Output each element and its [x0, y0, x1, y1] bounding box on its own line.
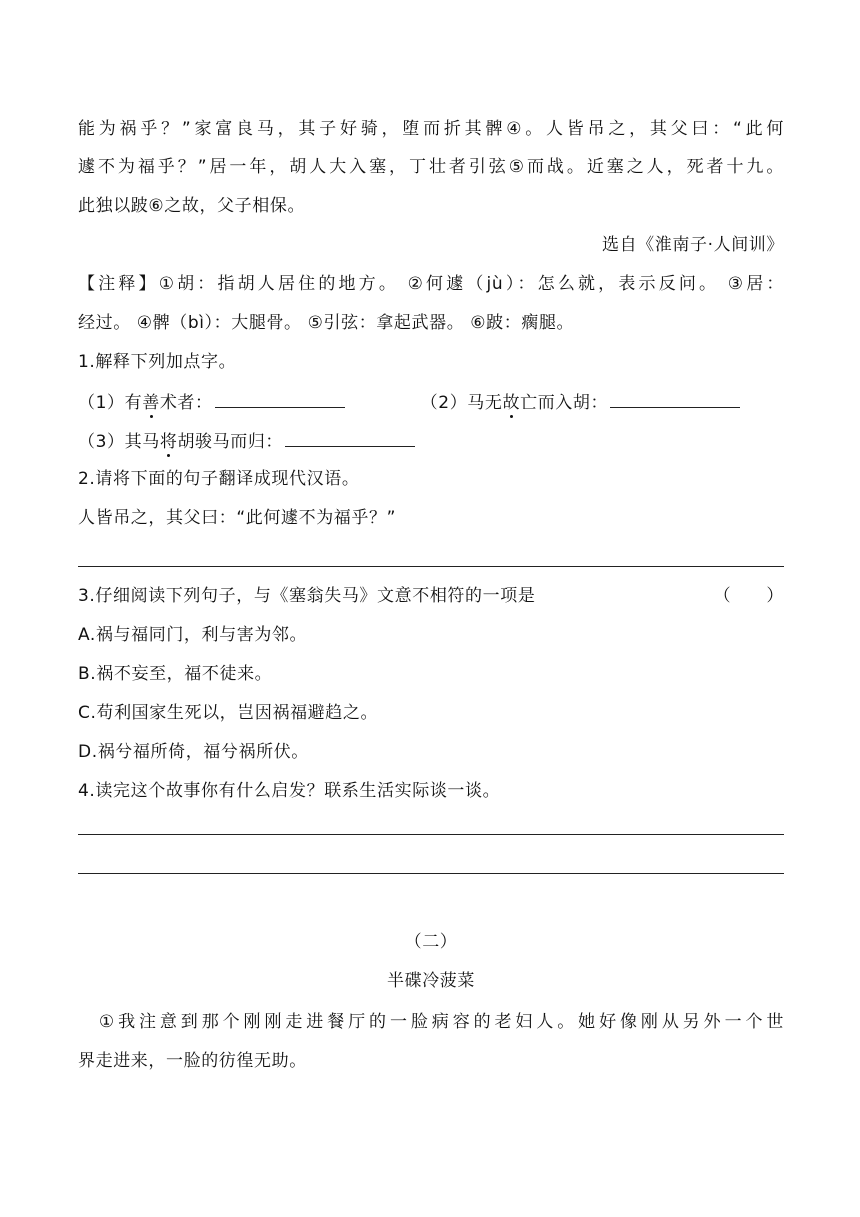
passage-source: 选自《淮南子·人间训》 [601, 235, 784, 255]
question-2-stem: 2.请将下面的句子翻译成现代汉语。 [78, 469, 360, 489]
question-4-answer-line-2[interactable] [78, 873, 784, 874]
q1-item-1-pre: （1）有 [78, 393, 143, 413]
notes-line-1: 【注释】①胡：指胡人居住的地方。 ②何遽（jù）：怎么就，表示反问。 ③居： [78, 274, 784, 294]
question-3-option-d[interactable]: D.祸兮福所倚，福兮祸所伏。 [78, 742, 309, 762]
q1-item-2 [421, 393, 740, 413]
q1-item-1-answer-blank[interactable] [215, 389, 345, 408]
section-2-number: （二） [404, 932, 458, 952]
q1-item-1-post: 术者： [159, 393, 213, 413]
q1-item-2-post: 亡而入胡： [520, 393, 609, 413]
question-4-answer-line-1[interactable] [78, 834, 784, 835]
passage-line-3: 此独以跛⑥之故，父子相保。 [78, 196, 306, 216]
q1-item-1-dotted-char: 善 [142, 393, 160, 413]
q1-item-1 [78, 393, 351, 413]
question-1-stem: 1.解释下列加点字。 [78, 352, 237, 372]
question-3-option-a[interactable]: A.祸与福同门，利与害为邻。 [78, 625, 308, 645]
section-2-paragraph-1-line-2: 界走进来，一脸的彷徨无助。 [78, 1051, 307, 1071]
question-1-row-1 [78, 389, 784, 415]
question-2-answer-line[interactable] [78, 566, 784, 567]
q1-item-2-answer-blank[interactable] [610, 389, 740, 408]
passage-line-2: 遽不为福乎？”居一年，胡人大入塞，丁壮者引弦⑤而战。近塞之人，死者十九。 [78, 157, 784, 177]
question-3-stem: 3.仔细阅读下列句子，与《塞翁失马》文意不相符的一项是 [78, 586, 536, 606]
q1-item-3-dotted-char: 将 [159, 432, 178, 452]
q1-item-2-dotted-char: 故 [502, 393, 521, 413]
section-2-title: 半碟冷菠菜 [387, 971, 475, 991]
question-3-option-b[interactable]: B.祸不妄至，福不徒来。 [78, 664, 273, 684]
question-1-row-2 [78, 428, 784, 454]
question-3-row [78, 584, 784, 608]
notes-line-2: 经过。 ④髀（bì）：大腿骨。 ⑤引弦：拿起武器。 ⑥跛：瘸腿。 [78, 313, 575, 333]
question-3-option-c[interactable]: C.苟利国家生死以，岂因祸福避趋之。 [78, 703, 379, 723]
q1-item-3-post: 胡骏马而归： [177, 432, 284, 452]
section-2-paragraph-1-line-1: ①我注意到那个刚刚走进餐厅的一脸病容的老妇人。她好像刚从另外一个世 [78, 1012, 784, 1032]
question-3-answer-paren[interactable]: （ ） [713, 586, 784, 606]
passage-line-1: 能为祸乎？”家富良马，其子好骑，堕而折其髀④。人皆吊之，其父曰：“此何 [78, 119, 784, 139]
question-4-stem: 4.读完这个故事你有什么启发？联系生活实际谈一谈。 [78, 781, 501, 801]
q1-item-3-pre: （3）其马 [78, 432, 160, 452]
q1-item-2-pre: （2）马无 [420, 393, 503, 413]
question-2-sentence: 人皆吊之，其父曰：“此何遽不为福乎？” [78, 508, 397, 528]
q1-item-3-answer-blank[interactable] [285, 428, 415, 447]
